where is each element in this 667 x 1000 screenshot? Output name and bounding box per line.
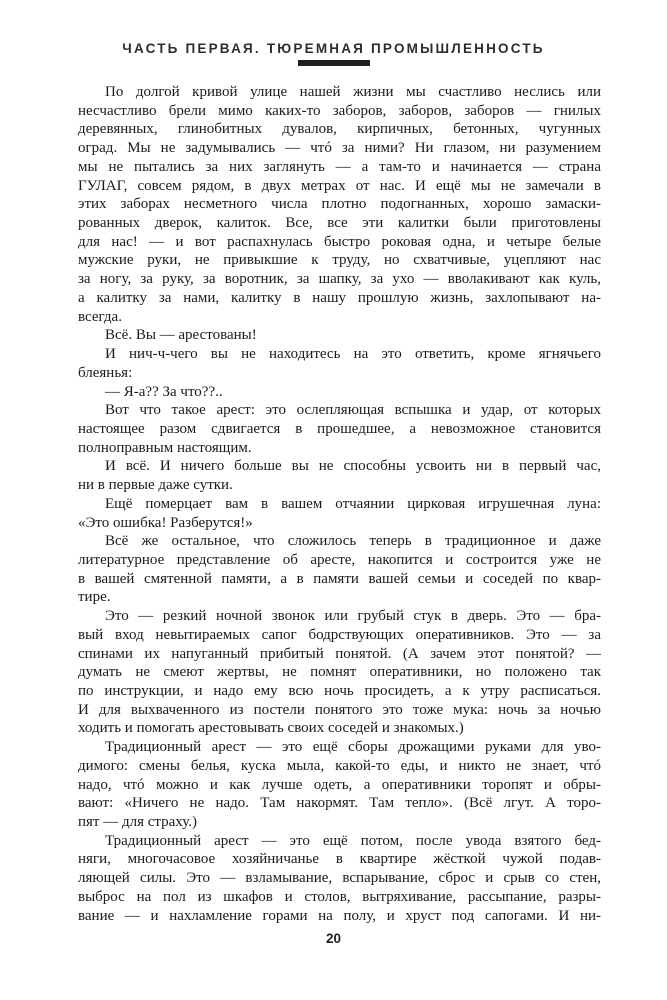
text-line: ни в первые даже сутки. [78, 477, 233, 494]
text-line: Всё. Вы — арестованы! [105, 327, 257, 344]
text-line: тире. [78, 589, 111, 606]
text-line: в вашей смятенной памяти, а в памяти вашей семьи и соседей по квар- [78, 570, 601, 587]
text-line: «Это ошибка! Разберутся!» [78, 514, 253, 531]
text-line: полноправным настоящим. [78, 439, 252, 456]
text-line: няги, многочасовое хозяйничанье в квартире жёсткой чужой подав- [78, 851, 601, 868]
text-line: для нас! — и вот распахнулась быстро роковая одна, и четыре белые [78, 233, 601, 250]
text-line: по инструкции, и надо ему всю ночь просидеть, а к утру расписаться. [78, 683, 601, 699]
text-line: несчастливо брели мимо каких-то заборов, заборов, заборов — гнилых [78, 102, 601, 119]
text-line: этих заборах несметного числа плотно подогнанных, хорошо замаски- [78, 196, 601, 213]
text-line: литературное представление об аресте, накопится и состроится уже не [78, 551, 601, 568]
running-header: ЧАСТЬ ПЕРВАЯ. ТЮРЕМНАЯ ПРОМЫШЛЕННОСТЬ [122, 41, 545, 56]
text-line: думать не смеют жертвы, не помнят оперативники, но положено так [78, 664, 601, 681]
text-block [78, 83, 601, 925]
text-line: И нич-ч-чего вы не находитесь на это ответить, кроме ягнячьего [105, 346, 601, 363]
text-line: По долгой кривой улице нашей жизни мы счастливо неслись или [105, 84, 601, 100]
text-line: ляющей силы. Это — взламывание, вспарывание, сброс и срыв со стен, [78, 870, 601, 887]
text-line: мужские руки, не привыкшие к труду, но схватчивые, уцепляют нас [78, 252, 601, 269]
page-number: 20 [325, 931, 342, 946]
text-line: И всё. И ничего больше вы не способны усвоить ни в первый час, [105, 458, 601, 475]
text-line: Всё же остальное, что сложилось теперь в традиционное и даже [105, 533, 601, 550]
text-line: а калитку за нами, калитку в нашу прошлую жизнь, захлопывают на- [78, 289, 601, 306]
text-line: оград. Мы не задумывались — чтó за ними? Ни глазом, ни разумением [78, 140, 601, 157]
text-line: димого: смены белья, куска мыла, какой-то еды, и никто не знает, чтó [78, 757, 601, 774]
text-line: блеянья: [78, 364, 133, 381]
header-rule [298, 60, 370, 66]
text-line: Ещё померцает вам в вашем отчаянии цирковая игрушечная луна: [105, 495, 601, 512]
text-line: — Я-а?? За что??.. [105, 383, 223, 400]
text-line: И для выхваченного из постели понятого это тоже мука: ночь за ночью [78, 701, 601, 718]
text-line: деревянных, глинобитных дувалов, кирпичных, бетонных, чугунных [78, 121, 601, 138]
text-line: Вот что такое арест: это ослепляющая вспышка и удар, от которых [105, 402, 601, 419]
text-line: настоящее разом сдвигается в прошедшее, а невозможное становится [78, 420, 601, 437]
text-line: ходить и помогать арестовывать своих соседей и знакомых.) [78, 720, 464, 737]
text-line: всегда. [78, 308, 122, 325]
text-line: пят — для страху.) [78, 814, 197, 831]
text-line: вание — и нахламление горами на полу, и хруст под сапогами. И ни- [78, 907, 601, 924]
text-line: за ногу, за руку, за воротник, за шапку, за ухо — вволакивают как куль, [78, 271, 601, 288]
text-line: мы не пытались за них заглянуть — а там-то и начинается — страна [78, 158, 601, 175]
text-line: спинами их напуганный прибитый понятой. (А зачем этот понятой? — [78, 645, 601, 662]
text-line: вый вход невытираемых сапог бодрствующих оперативников. Это — за [78, 626, 601, 643]
text-line: Это — резкий ночной звонок или грубый стук в дверь. Это — бра- [105, 608, 601, 625]
text-line: ГУЛАГ, совсем рядом, в двух метрах от нас. И ещё мы не замечали в [78, 177, 601, 194]
text-line: надо, чтó можно и как лучше одеть, а оперативники торопят и обры- [78, 776, 601, 793]
text-line: Традиционный арест — это ещё потом, после увода взятого бед- [105, 832, 601, 849]
text-line: Традиционный арест — это ещё сборы дрожащими руками для уво- [105, 739, 601, 756]
text-line: выброс на пол из шкафов и столов, вытряхивание, рассыпание, разры- [78, 888, 601, 905]
text-line: вают: «Ничего не надо. Там накормят. Там тепло». (Всё лгут. А торо- [78, 795, 601, 812]
text-line: рованных дверок, калиток. Все, все эти калитки были приготовлены [78, 215, 601, 232]
